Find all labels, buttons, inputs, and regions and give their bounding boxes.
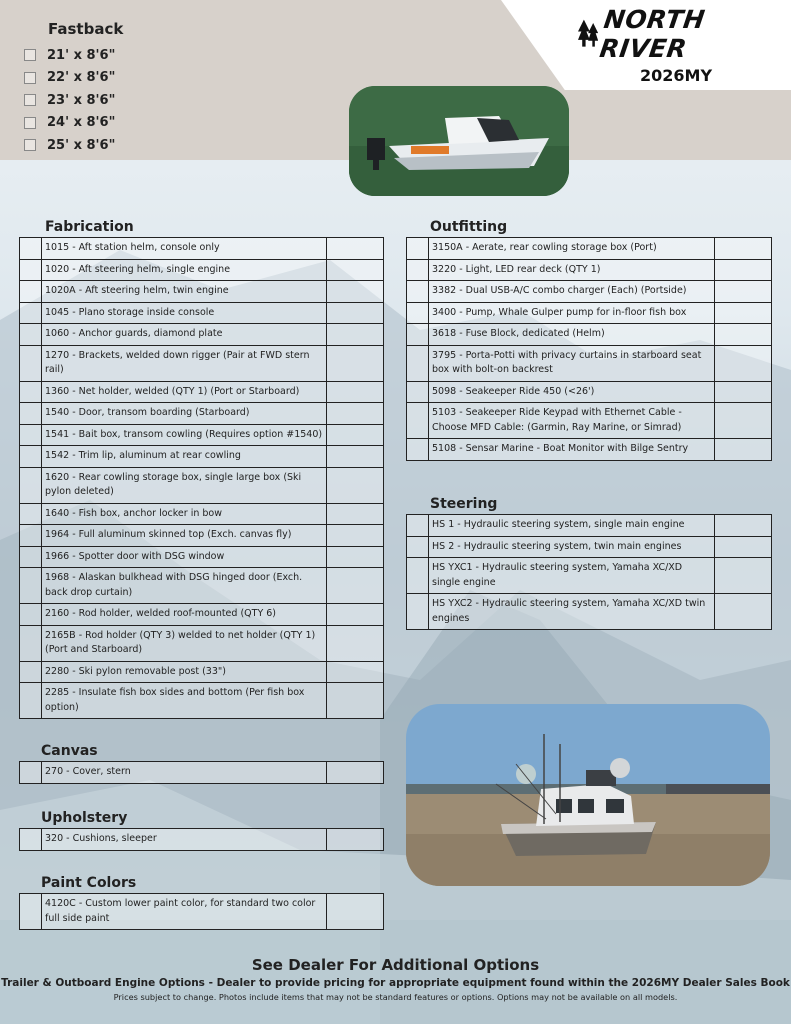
upholstery-table [19, 828, 384, 851]
option-row[interactable] [20, 281, 384, 303]
section-title: Outfitting [430, 219, 508, 235]
option-checkbox-cell[interactable] [20, 568, 42, 604]
option-checkbox-cell[interactable] [407, 302, 429, 324]
size-checkbox[interactable] [24, 72, 36, 84]
option-label: 5103 - Seakeeper Ride Keypad with Ethernet Cable - Choose MFD Cable: (Garmin, Ray Marine, or Simrad) [429, 403, 715, 439]
option-row[interactable] [20, 446, 384, 468]
option-checkbox-cell[interactable] [20, 546, 42, 568]
size-options [24, 44, 115, 157]
option-row[interactable] [20, 661, 384, 683]
option-row[interactable] [407, 515, 772, 537]
size-label: 25' x 8'6" [47, 137, 116, 153]
option-checkbox-cell[interactable] [20, 281, 42, 303]
option-checkbox-cell[interactable] [20, 403, 42, 425]
option-checkbox-cell[interactable] [407, 558, 429, 594]
section-title: Fabrication [45, 219, 134, 235]
pine-trees-icon [578, 17, 598, 51]
paint-colors-table [19, 893, 384, 930]
option-price-cell[interactable] [327, 661, 384, 683]
option-price-cell[interactable] [327, 259, 384, 281]
option-row[interactable] [407, 259, 772, 281]
option-price-cell[interactable] [327, 546, 384, 568]
option-row[interactable] [20, 403, 384, 425]
option-checkbox-cell[interactable] [20, 302, 42, 324]
option-label: 1045 - Plano storage inside console [42, 302, 327, 324]
option-checkbox-cell[interactable] [20, 829, 42, 851]
section-title: Canvas [41, 743, 98, 759]
option-row[interactable] [20, 324, 384, 346]
option-label: 3618 - Fuse Block, dedicated (Helm) [429, 324, 715, 346]
boat-photo-top [349, 86, 569, 196]
option-price-cell[interactable] [327, 503, 384, 525]
option-price-cell[interactable] [715, 345, 772, 381]
option-price-cell[interactable] [715, 558, 772, 594]
size-option[interactable] [24, 67, 115, 90]
option-price-cell[interactable] [715, 281, 772, 303]
option-label: 1270 - Brackets, welded down rigger (Pair at FWD stern rail) [42, 345, 327, 381]
option-price-cell[interactable] [715, 536, 772, 558]
outfitting-table [406, 237, 772, 461]
option-row[interactable] [407, 302, 772, 324]
option-price-cell[interactable] [327, 762, 384, 784]
option-checkbox-cell[interactable] [407, 536, 429, 558]
option-label: 1015 - Aft station helm, console only [42, 238, 327, 260]
option-checkbox-cell[interactable] [407, 381, 429, 403]
section-title: Paint Colors [41, 875, 137, 891]
option-row[interactable] [407, 594, 772, 630]
option-checkbox-cell[interactable] [20, 661, 42, 683]
option-row[interactable] [20, 238, 384, 260]
option-checkbox-cell[interactable] [407, 345, 429, 381]
footer-note: Prices subject to change. Photos include items that may not be standard features or options. Options may not be available on all models. [113, 992, 678, 1002]
option-checkbox-cell[interactable] [407, 439, 429, 461]
option-row[interactable] [407, 439, 772, 461]
size-label: 23' x 8'6" [47, 92, 116, 108]
option-checkbox-cell[interactable] [407, 259, 429, 281]
size-option[interactable] [24, 112, 115, 135]
option-label: 1060 - Anchor guards, diamond plate [42, 324, 327, 346]
canvas-table [19, 761, 384, 784]
steering-table [406, 514, 772, 630]
option-price-cell[interactable] [715, 259, 772, 281]
option-price-cell[interactable] [327, 324, 384, 346]
option-row[interactable] [20, 894, 384, 930]
outfitting-section [406, 219, 772, 461]
option-label: 3795 - Porta-Potti with privacy curtains in starboard seat box with bolt-on backrest [429, 345, 715, 381]
option-row[interactable] [20, 259, 384, 281]
option-label: HS 1 - Hydraulic steering system, single main engine [429, 515, 715, 537]
option-row[interactable] [20, 503, 384, 525]
option-checkbox-cell[interactable] [407, 324, 429, 346]
steering-section [406, 496, 772, 630]
option-checkbox-cell[interactable] [20, 625, 42, 661]
option-label: 1968 - Alaskan bulkhead with DSG hinged door (Exch. back drop curtain) [42, 568, 327, 604]
option-label: HS YXC2 - Hydraulic steering system, Yamaha XC/XD twin engines [429, 594, 715, 630]
option-label: 1540 - Door, transom boarding (Starboard) [42, 403, 327, 425]
option-price-cell[interactable] [327, 345, 384, 381]
option-label: 1542 - Trim lip, aluminum at rear cowling [42, 446, 327, 468]
option-checkbox-cell[interactable] [20, 894, 42, 930]
option-label: 3150A - Aerate, rear cowling storage box (Port) [429, 238, 715, 260]
option-checkbox-cell[interactable] [407, 594, 429, 630]
option-label: 3382 - Dual USB-A/C combo charger (Each) (Portside) [429, 281, 715, 303]
option-checkbox-cell[interactable] [20, 525, 42, 547]
section-title: Upholstery [41, 810, 128, 826]
option-row[interactable] [20, 525, 384, 547]
option-price-cell[interactable] [715, 381, 772, 403]
option-label: 2160 - Rod holder, welded roof-mounted (QTY 6) [42, 604, 327, 626]
option-price-cell[interactable] [327, 604, 384, 626]
option-checkbox-cell[interactable] [20, 683, 42, 719]
option-label: 5108 - Sensar Marine - Boat Monitor with Bilge Sentry [429, 439, 715, 461]
option-label: 1640 - Fish box, anchor locker in bow [42, 503, 327, 525]
option-price-cell[interactable] [327, 683, 384, 719]
boat-photo-bottom [406, 704, 770, 886]
option-checkbox-cell[interactable] [407, 281, 429, 303]
option-price-cell[interactable] [327, 625, 384, 661]
option-label: 3220 - Light, LED rear deck (QTY 1) [429, 259, 715, 281]
fabrication-section [19, 219, 384, 719]
model-title: Fastback [48, 20, 124, 38]
option-price-cell[interactable] [715, 238, 772, 260]
option-label: 2165B - Rod holder (QTY 3) welded to net holder (QTY 1) (Port and Starboard) [42, 625, 327, 661]
option-row[interactable] [407, 381, 772, 403]
option-row[interactable] [20, 424, 384, 446]
option-price-cell[interactable] [327, 381, 384, 403]
footer-subtitle: Trailer & Outboard Engine Options - Dealer to provide pricing for appropriate equipment found within the 2026MY Dealer Sales Book [1, 977, 790, 989]
option-row[interactable] [20, 345, 384, 381]
size-label: 22' x 8'6" [47, 70, 116, 86]
option-price-cell[interactable] [327, 281, 384, 303]
option-row[interactable] [20, 829, 384, 851]
option-price-cell[interactable] [327, 238, 384, 260]
canvas-section [19, 743, 384, 784]
option-label: 1020 - Aft steering helm, single engine [42, 259, 327, 281]
option-row[interactable] [407, 403, 772, 439]
option-label: HS YXC1 - Hydraulic steering system, Yamaha XC/XD single engine [429, 558, 715, 594]
size-checkbox[interactable] [24, 94, 36, 106]
option-checkbox-cell[interactable] [20, 381, 42, 403]
option-price-cell[interactable] [327, 424, 384, 446]
size-checkbox[interactable] [24, 139, 36, 151]
fabrication-table [19, 237, 384, 719]
option-row[interactable] [407, 324, 772, 346]
option-label: 1541 - Bait box, transom cowling (Requires option #1540) [42, 424, 327, 446]
option-row[interactable] [20, 467, 384, 503]
option-row[interactable] [20, 683, 384, 719]
option-price-cell[interactable] [715, 515, 772, 537]
option-label: HS 2 - Hydraulic steering system, twin main engines [429, 536, 715, 558]
upholstery-section [19, 810, 384, 851]
option-label: 3400 - Pump, Whale Gulper pump for in-floor fish box [429, 302, 715, 324]
option-label: 2285 - Insulate fish box sides and bottom (Per fish box option) [42, 683, 327, 719]
option-label: 2280 - Ski pylon removable post (33") [42, 661, 327, 683]
footer-title: See Dealer For Additional Options [251, 956, 540, 974]
size-label: 24' x 8'6" [47, 115, 116, 131]
option-label: 1966 - Spotter door with DSG window [42, 546, 327, 568]
option-row[interactable] [407, 558, 772, 594]
option-checkbox-cell[interactable] [20, 503, 42, 525]
option-label: 270 - Cover, stern [42, 762, 327, 784]
option-checkbox-cell[interactable] [407, 403, 429, 439]
option-checkbox-cell[interactable] [20, 238, 42, 260]
north-river-logo [578, 5, 768, 63]
option-row[interactable] [20, 625, 384, 661]
option-row[interactable] [20, 762, 384, 784]
option-price-cell[interactable] [327, 467, 384, 503]
option-price-cell[interactable] [327, 894, 384, 930]
option-price-cell[interactable] [715, 594, 772, 630]
option-checkbox-cell[interactable] [20, 259, 42, 281]
option-checkbox-cell[interactable] [20, 762, 42, 784]
option-label: 320 - Cushions, sleeper [42, 829, 327, 851]
option-row[interactable] [407, 238, 772, 260]
option-row[interactable] [407, 536, 772, 558]
option-checkbox-cell[interactable] [20, 467, 42, 503]
footer [0, 956, 791, 1002]
option-label: 1620 - Rear cowling storage box, single large box (Ski pylon deleted) [42, 467, 327, 503]
option-price-cell[interactable] [327, 568, 384, 604]
size-label: 21' x 8'6" [47, 47, 116, 63]
model-year: 2026MY [640, 66, 713, 85]
option-label: 1360 - Net holder, welded (QTY 1) (Port or Starboard) [42, 381, 327, 403]
option-label: 4120C - Custom lower paint color, for standard two color full side paint [42, 894, 327, 930]
paint-colors-section [19, 875, 384, 930]
option-checkbox-cell[interactable] [20, 324, 42, 346]
option-label: 5098 - Seakeeper Ride 450 (<26') [429, 381, 715, 403]
option-checkbox-cell[interactable] [20, 446, 42, 468]
option-price-cell[interactable] [327, 403, 384, 425]
size-option[interactable] [24, 44, 115, 67]
size-option[interactable] [24, 134, 115, 157]
brand-name: NORTH RIVER [598, 5, 708, 63]
section-title: Steering [430, 496, 498, 512]
option-checkbox-cell[interactable] [20, 345, 42, 381]
option-checkbox-cell[interactable] [20, 604, 42, 626]
option-price-cell[interactable] [715, 403, 772, 439]
option-price-cell[interactable] [327, 829, 384, 851]
option-price-cell[interactable] [327, 446, 384, 468]
option-row[interactable] [20, 568, 384, 604]
option-checkbox-cell[interactable] [20, 424, 42, 446]
option-row[interactable] [20, 302, 384, 324]
option-label: 1020A - Aft steering helm, twin engine [42, 281, 327, 303]
option-row[interactable] [20, 604, 384, 626]
option-price-cell[interactable] [715, 302, 772, 324]
option-row[interactable] [20, 546, 384, 568]
size-checkbox[interactable] [24, 49, 36, 61]
option-label: 1964 - Full aluminum skinned top (Exch. canvas fly) [42, 525, 327, 547]
option-row[interactable] [407, 345, 772, 381]
option-row[interactable] [20, 381, 384, 403]
option-checkbox-cell[interactable] [407, 238, 429, 260]
size-option[interactable] [24, 89, 115, 112]
option-price-cell[interactable] [327, 525, 384, 547]
option-price-cell[interactable] [327, 302, 384, 324]
option-price-cell[interactable] [715, 439, 772, 461]
option-checkbox-cell[interactable] [407, 515, 429, 537]
option-row[interactable] [407, 281, 772, 303]
option-price-cell[interactable] [715, 324, 772, 346]
size-checkbox[interactable] [24, 117, 36, 129]
